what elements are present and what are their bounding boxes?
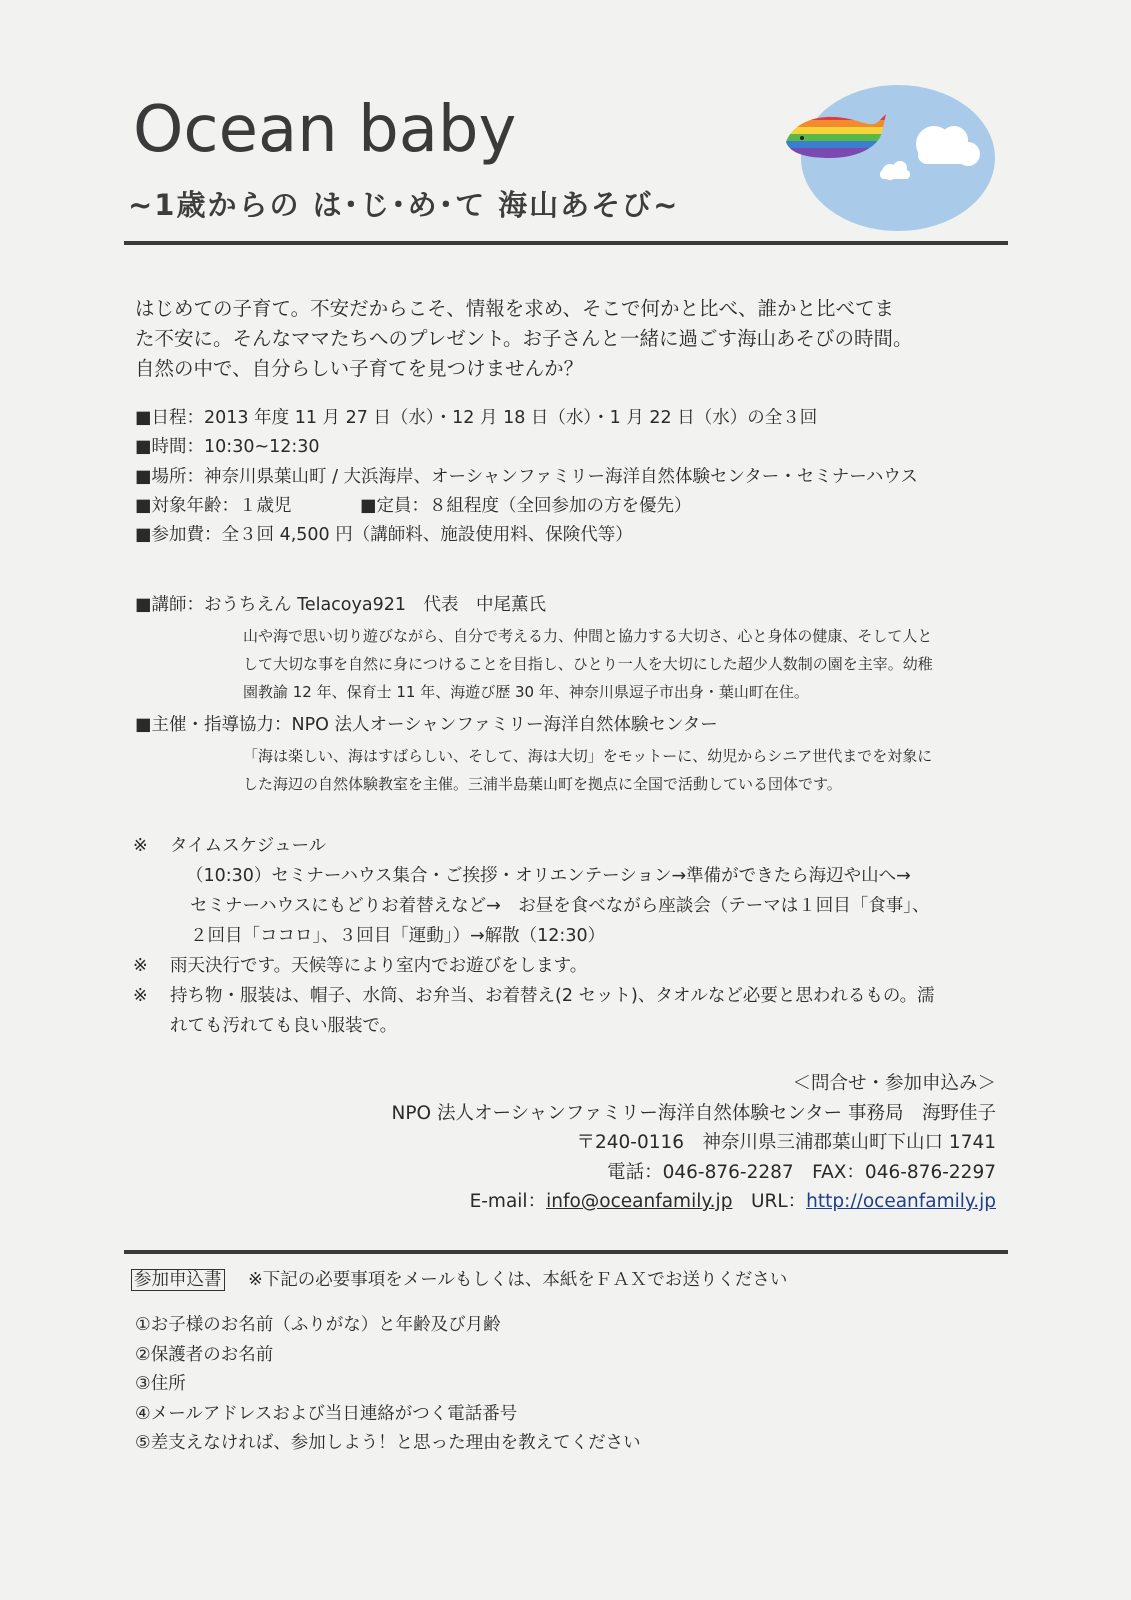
intro-line: た不安に。そんなママたちへのプレゼント。お子さんと一緒に過ごす海山あそびの時間。 xyxy=(135,327,913,350)
intro-line: 自然の中で、自分らしい子育てを見つけませんか？ xyxy=(135,357,584,380)
desc-line: 園教諭 12 年、保育士 11 年、海遊び歴 30 年、神奈川県逗子市出身・葉山町在住。 xyxy=(243,683,809,701)
header-divider xyxy=(124,241,1008,245)
rain-note: 雨天決行です。天候等により室内でお遊びをします。 xyxy=(170,956,588,976)
event-time: ■時間：10:30~12:30 xyxy=(135,437,320,457)
schedule-title: タイムスケジュール xyxy=(170,836,327,856)
page-subtitle: ~1歳からの は･じ･め･て 海山あそび~ xyxy=(128,188,680,222)
note-mark: ※ xyxy=(133,986,148,1006)
page-title: Ocean baby xyxy=(133,93,517,167)
whale-illustration xyxy=(782,82,1000,234)
items-note-line: れても汚れても良い服装で。 xyxy=(170,1016,398,1036)
contact-org: NPO 法人オーシャンファミリー海洋自然体験センター 事務局 海野佳子 xyxy=(391,1102,996,1124)
desc-line: して大切な事を自然に身につけることを目指し、ひとり一人を大切にした超少人数制の園を主宰。幼稚 xyxy=(243,655,933,673)
event-date: ■日程：2013 年度 11 月 27 日（水）・12 月 18 日（水）・1 月 22 日（水）の全３回 xyxy=(135,408,818,428)
form-items xyxy=(135,1311,641,1459)
url-link[interactable]: http://oceanfamily.jp xyxy=(806,1191,996,1212)
organizer-desc xyxy=(243,742,932,798)
email-link[interactable]: info@oceanfamily.jp xyxy=(546,1191,733,1212)
schedule-line: ２回目「ココロ」、３回目「運動」）→解散（12:30） xyxy=(190,926,606,946)
event-capacity: ■定員：８組程度（全回参加の方を優先） xyxy=(360,496,692,516)
form-item: ⑤差支えなければ、参加しよう！と思った理由を教えてください xyxy=(135,1433,641,1453)
schedule-line: セミナーハウスにもどりお着替えなど→ お昼を食べながら座談会（テーマは１回目「食事」、 xyxy=(190,896,930,916)
items-note-line: 持ち物・服装は、帽子、水筒、お弁当、お着替え(2 セット)、タオルなど必要と思われるもの。濡 xyxy=(170,986,935,1006)
desc-line: 「海は楽しい、海はすばらしい、そして、海は大切」をモットーに、幼児からシニア世代までを対象に xyxy=(243,747,933,765)
note-mark: ※ xyxy=(133,956,148,976)
instructor-desc xyxy=(243,622,933,706)
intro-paragraph xyxy=(135,294,912,384)
contact-web xyxy=(392,1187,996,1217)
form-item: ②保護者のお名前 xyxy=(135,1344,274,1365)
form-item: ①お子様のお名前（ふりがな）と年齢及び月齢 xyxy=(135,1315,501,1335)
contact-phone: 電話：046-876-2287 FAX：046-876-2297 xyxy=(607,1161,996,1183)
desc-line: した海辺の自然体験教室を主催。三浦半島葉山町を拠点に全国で活動している団体です。 xyxy=(243,775,842,793)
contact-block xyxy=(392,1069,996,1217)
form-label: 参加申込書 xyxy=(131,1269,225,1291)
form-divider xyxy=(124,1250,1008,1254)
intro-line: はじめての子育て。不安だからこそ、情報を求め、そこで何かと比べ、誰かと比べてま xyxy=(135,297,894,320)
form-header xyxy=(131,1266,787,1296)
desc-line: 山や海で思い切り遊びながら、自分で考える力、仲間と協力する大切さ、心と身体の健康、そして人と xyxy=(243,627,933,645)
form-item: ④メールアドレスおよび当日連絡がつく電話番号 xyxy=(135,1403,518,1424)
contact-heading: ＜問合せ・参加申込み＞ xyxy=(792,1073,996,1094)
event-place: ■場所：神奈川県葉山町 / 大浜海岸、オーシャンファミリー海洋自然体験センター・セミナーハウス xyxy=(135,467,918,487)
contact-address: 〒240-0116 神奈川県三浦郡葉山町下山口 1741 xyxy=(576,1132,996,1153)
event-age: ■対象年齢：１歳児 xyxy=(135,496,292,516)
note-mark: ※ xyxy=(133,836,148,856)
form-item: ③住所 xyxy=(135,1374,186,1394)
event-fee: ■参加費：全３回 4,500 円（講師料、施設使用料、保険代等） xyxy=(135,525,633,545)
url-label: URL： xyxy=(750,1191,807,1212)
organizer-heading: ■主催・指導協力：NPO 法人オーシャンファミリー海洋自然体験センター xyxy=(135,715,718,735)
instructor-heading: ■講師：おうちえん Telacoya921 代表 中尾薫氏 xyxy=(135,595,546,615)
email-label: E-mail： xyxy=(469,1191,547,1212)
schedule-line: （10:30）セミナーハウス集合・ご挨拶・オリエンテーション→準備ができたら海辺や山へ→ xyxy=(186,866,911,886)
form-instruction: ※下記の必要事項をメールもしくは、本紙をＦＡＸでお送りください xyxy=(248,1270,788,1290)
